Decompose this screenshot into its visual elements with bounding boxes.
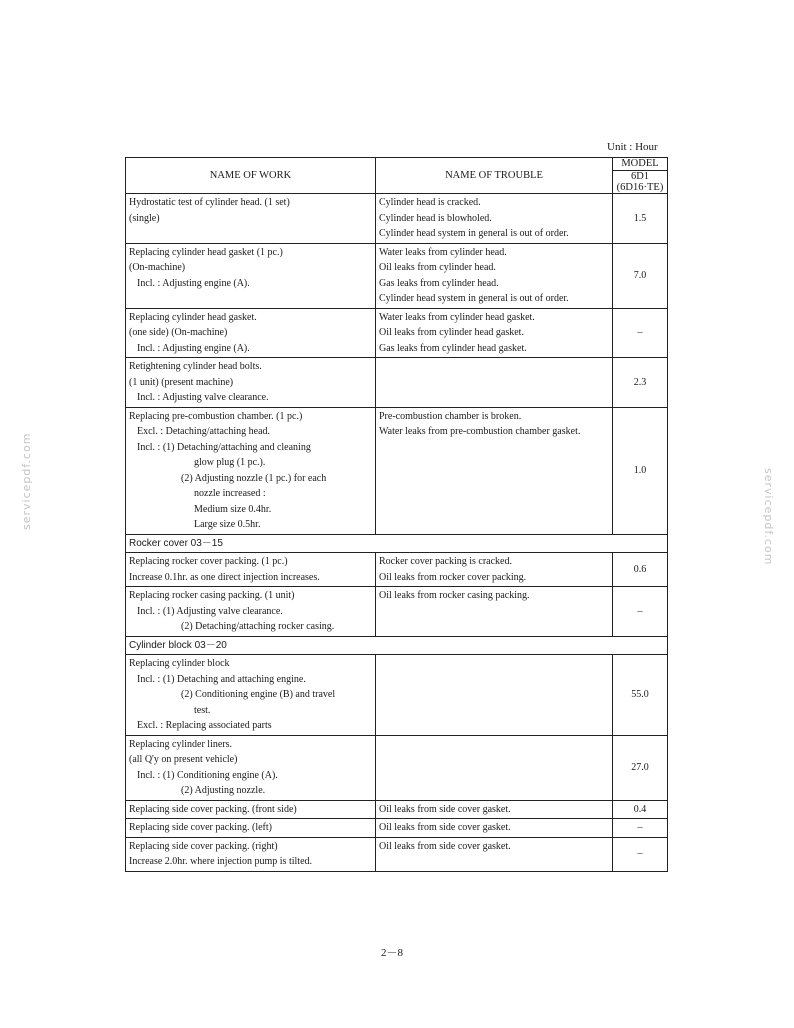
- work-cell: [126, 553, 376, 587]
- hours-cell: 27.0: [613, 735, 668, 800]
- table-row: [126, 308, 668, 358]
- table-row: [126, 194, 668, 244]
- work-line: (2) Adjusting nozzle (1 pc.) for each: [181, 472, 327, 484]
- work-line: nozzle increased :: [194, 488, 266, 499]
- trouble-line: Gas leaks from cylinder head.: [379, 277, 499, 289]
- work-line: (all Q'y on present vehicle): [129, 754, 238, 765]
- trouble-cell: [376, 407, 613, 534]
- trouble-line: Rocker cover packing is cracked.: [379, 556, 512, 567]
- work-line: test.: [194, 704, 211, 716]
- section-row: [126, 636, 668, 655]
- work-line: (single): [129, 212, 160, 224]
- trouble-cell: [376, 308, 613, 358]
- work-cell: [126, 243, 376, 308]
- trouble-cell: [376, 735, 613, 800]
- work-line: Incl. : Adjusting engine (A).: [137, 342, 250, 354]
- trouble-line: Oil leaks from rocker cover packing.: [379, 571, 527, 583]
- work-line: Replacing side cover packing. (left): [129, 822, 272, 833]
- work-line: Increase 0.1hr. as one direct injection increases.: [129, 571, 320, 583]
- work-line: (2) Adjusting nozzle.: [181, 785, 266, 796]
- table-row: [126, 819, 668, 838]
- hours-cell: 55.0: [613, 655, 668, 736]
- model-sub: (6D16·TE): [616, 182, 664, 193]
- section-row: [126, 534, 668, 553]
- work-line: Incl. : (1) Detaching and attaching engine.: [137, 673, 306, 685]
- section-heading: Rocker cover 03－15: [126, 534, 668, 553]
- header-name-of-work: NAME OF WORK: [126, 158, 376, 194]
- model-name: 6D1: [630, 171, 650, 182]
- work-line: Hydrostatic test of cylinder head. (1 set): [129, 197, 290, 208]
- work-cell: [126, 358, 376, 408]
- work-line: Replacing cylinder liners.: [129, 738, 233, 750]
- work-line: Replacing rocker cover packing. (1 pc.): [129, 556, 288, 567]
- trouble-line: Oil leaks from rocker casing packing.: [379, 590, 530, 601]
- work-cell: [126, 837, 376, 871]
- trouble-cell: [376, 243, 613, 308]
- trouble-line: Oil leaks from cylinder head gasket.: [379, 327, 524, 338]
- work-cell: [126, 800, 376, 819]
- header-model: [613, 158, 668, 194]
- table-row: [126, 800, 668, 819]
- hours-cell: 2.3: [613, 358, 668, 408]
- trouble-cell: [376, 819, 613, 838]
- work-cell: [126, 587, 376, 637]
- watermark-left: servicepdf.com: [20, 432, 33, 530]
- work-line: (On-machine): [129, 262, 186, 273]
- work-line: (1 unit) (present machine): [129, 376, 234, 388]
- trouble-cell: [376, 837, 613, 871]
- work-line: Incl. : (1) Conditioning engine (A).: [137, 769, 278, 781]
- work-line: Excl. : Detaching/attaching head.: [137, 426, 271, 437]
- table-row: [126, 587, 668, 637]
- work-line: Increase 2.0hr. where injection pump is tilted.: [129, 856, 313, 867]
- trouble-line: Water leaks from cylinder head.: [379, 246, 507, 258]
- hours-cell: 1.5: [613, 194, 668, 244]
- table-row: [126, 243, 668, 308]
- work-line: Incl. : (1) Adjusting valve clearance.: [137, 605, 283, 617]
- work-line: Replacing cylinder head gasket.: [129, 311, 257, 323]
- trouble-line: Pre-combustion chamber is broken.: [379, 410, 522, 422]
- table-header-row: [126, 158, 668, 194]
- hours-cell: 7.0: [613, 243, 668, 308]
- table-row: [126, 655, 668, 736]
- hours-cell: –: [613, 308, 668, 358]
- hours-cell: –: [613, 587, 668, 637]
- work-line: Excl. : Replacing associated parts: [137, 720, 272, 731]
- trouble-line: Water leaks from cylinder head gasket.: [379, 311, 535, 323]
- trouble-cell: [376, 800, 613, 819]
- trouble-cell: [376, 194, 613, 244]
- hours-cell: 0.6: [613, 553, 668, 587]
- work-cell: [126, 735, 376, 800]
- work-line: Replacing side cover packing. (right): [129, 840, 278, 852]
- page-number: 2－8: [381, 947, 403, 959]
- work-line: (2) Detaching/attaching rocker casing.: [181, 621, 335, 632]
- hours-cell: –: [613, 837, 668, 871]
- table-row: [126, 553, 668, 587]
- trouble-line: Cylinder head is blowholed.: [379, 212, 492, 224]
- trouble-line: Oil leaks from side cover gasket.: [379, 803, 511, 815]
- hours-cell: 0.4: [613, 800, 668, 819]
- work-line: (2) Conditioning engine (B) and travel: [181, 689, 336, 700]
- work-cell: [126, 407, 376, 534]
- trouble-line: Oil leaks from side cover gasket.: [379, 822, 511, 833]
- model-label: MODEL: [613, 158, 667, 171]
- trouble-line: Oil leaks from cylinder head.: [379, 262, 496, 273]
- work-line: Replacing pre-combustion chamber. (1 pc.): [129, 410, 303, 422]
- watermark-right: servicepdf.com: [762, 468, 775, 566]
- work-line: Large size 0.5hr.: [194, 519, 261, 530]
- work-line: (one side) (On-machine): [129, 327, 228, 338]
- trouble-cell: [376, 358, 613, 408]
- work-line: Retightening cylinder head bolts.: [129, 361, 262, 372]
- work-line: Incl. : Adjusting valve clearance.: [137, 392, 269, 403]
- table-row: [126, 735, 668, 800]
- trouble-line: Cylinder head system in general is out of order.: [379, 293, 569, 304]
- work-line: Incl. : (1) Detaching/attaching and cleaning: [137, 441, 311, 453]
- trouble-line: Oil leaks from side cover gasket.: [379, 840, 511, 852]
- trouble-line: Water leaks from pre-combustion chamber gasket.: [379, 426, 581, 437]
- header-name-of-trouble: NAME OF TROUBLE: [376, 158, 613, 194]
- trouble-cell: [376, 655, 613, 736]
- work-cell: [126, 308, 376, 358]
- work-cell: [126, 819, 376, 838]
- hours-cell: 1.0: [613, 407, 668, 534]
- work-line: Replacing rocker casing packing. (1 unit): [129, 590, 295, 601]
- work-time-table: [125, 157, 668, 872]
- trouble-line: Cylinder head is cracked.: [379, 197, 481, 208]
- work-cell: [126, 194, 376, 244]
- table-body: [126, 194, 668, 872]
- work-cell: [126, 655, 376, 736]
- unit-label: Unit : Hour: [607, 141, 658, 153]
- work-line: Replacing side cover packing. (front side): [129, 803, 297, 815]
- work-line: Replacing cylinder block: [129, 658, 230, 669]
- work-line: Incl. : Adjusting engine (A).: [137, 277, 250, 289]
- work-line: Replacing cylinder head gasket (1 pc.): [129, 246, 283, 258]
- work-line: Medium size 0.4hr.: [194, 503, 272, 515]
- trouble-line: Gas leaks from cylinder head gasket.: [379, 342, 527, 354]
- table-row: [126, 407, 668, 534]
- section-heading: Cylinder block 03－20: [126, 636, 668, 655]
- trouble-line: Cylinder head system in general is out of order.: [379, 228, 569, 239]
- trouble-cell: [376, 587, 613, 637]
- table-row: [126, 358, 668, 408]
- work-line: glow plug (1 pc.).: [194, 457, 266, 468]
- table-row: [126, 837, 668, 871]
- hours-cell: –: [613, 819, 668, 838]
- trouble-cell: [376, 553, 613, 587]
